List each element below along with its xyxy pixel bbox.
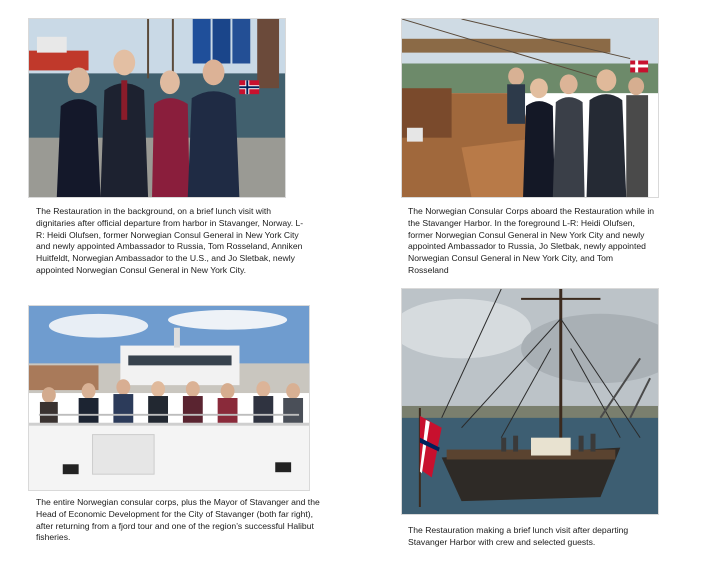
photo-group-portrait-harbor <box>28 18 286 198</box>
photo-2-image <box>402 19 658 197</box>
photo-sailing-ship <box>401 288 659 515</box>
photo-3-caption: The entire Norwegian consular corps, plus the Mayor of Stavanger and the Head of Economic Development for the City of Stavanger (both far right), after returning from a fjord tour and one of the region’s successful Halibut fisheries. <box>36 497 320 543</box>
photo-4-caption: The Restauration making a brief lunch visit after departing Stavanger Harbor with crew and selected guests. <box>408 525 629 547</box>
photo-consular-corps-aboard <box>401 18 659 198</box>
photo-1-caption: The Restauration in the background, on a brief lunch visit with dignitaries after official departure from harbor in Stavanger, Norway. L-R: Heidi Olufsen, former Norwegian Consul General in New York City and newly appointed Ambassador to Russia, Tom Rosseland, Anniken Huitfeldt, Norwegian Ambassador to the U.S., and Jo Sletbak, newly appointed Norwegian Consul General in New York City. <box>36 206 304 275</box>
photo-4-image <box>402 289 658 514</box>
photo-1-image <box>29 19 285 197</box>
photo-3-image <box>29 306 309 490</box>
photo-2-caption: The Norwegian Consular Corps aboard the Restauration while in the Stavanger Harbor. In the foreground L-R: Heidi Olufsen, former Norwegian Consul General in New York City and newly appointed Ambassador to Russia, Jo Sletbak, newly appointed Norwegian Consul General in New York City, and Tom Rosseland <box>408 206 655 275</box>
photo-group-on-boat <box>28 305 310 491</box>
